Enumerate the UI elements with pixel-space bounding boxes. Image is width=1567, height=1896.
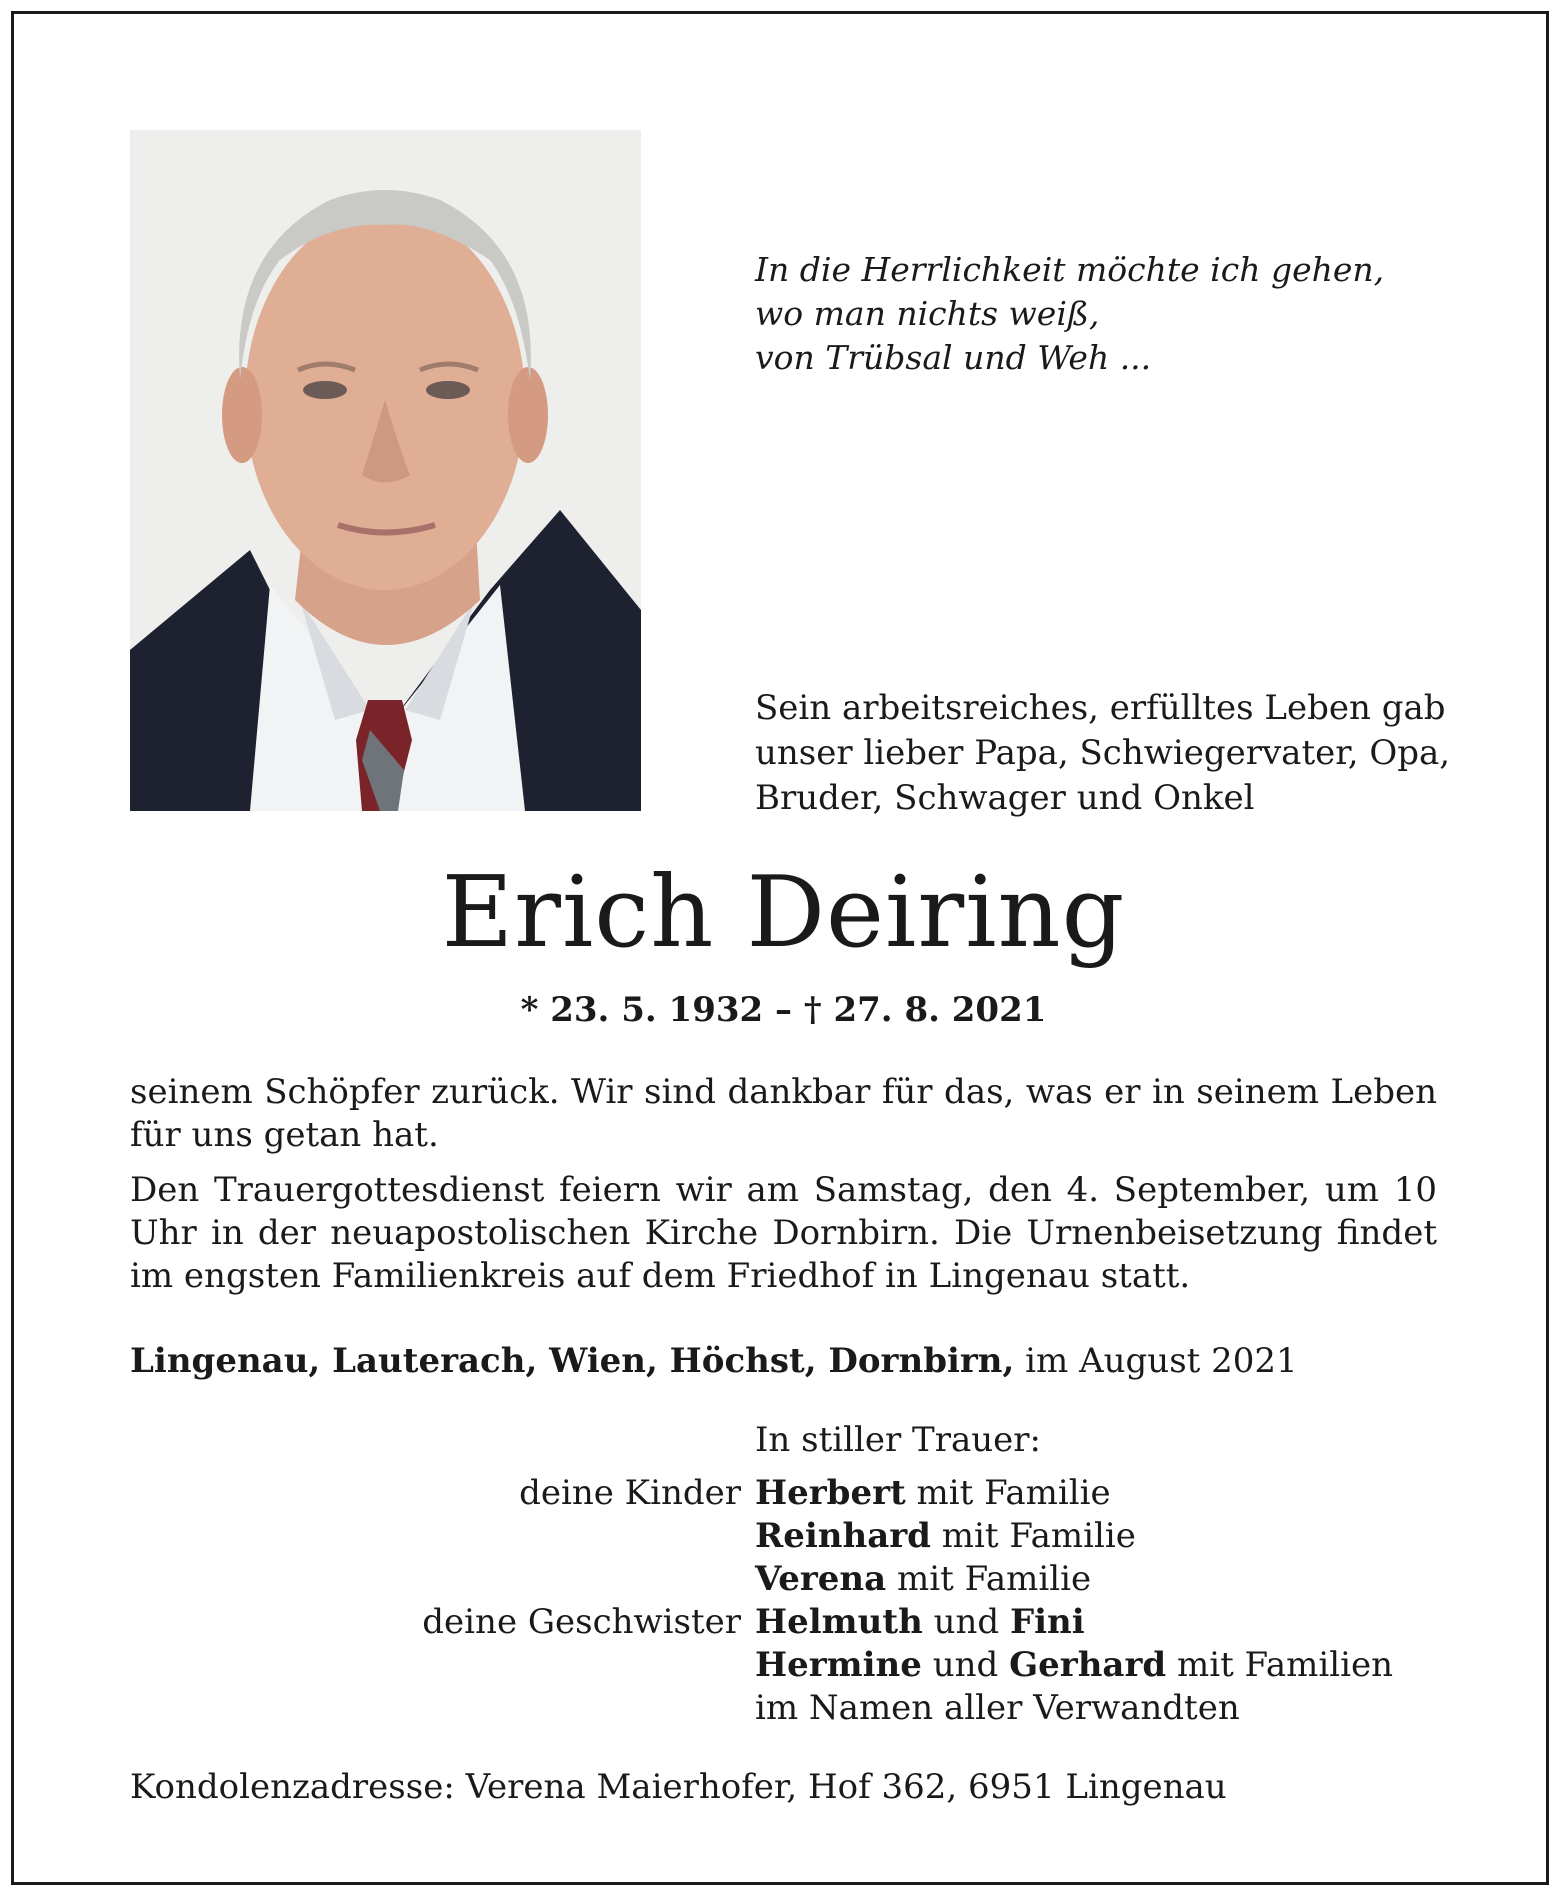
intro-line: Sein arbeitsreiches, erfülltes Leben gab <box>755 688 1446 728</box>
mourner-name: Fini <box>1009 1602 1085 1642</box>
condolence-address: Kondolenzadresse: Verena Maierhofer, Hof 362, 6951 Lingenau <box>130 1767 1227 1807</box>
mourner-name: Hermine <box>755 1645 922 1685</box>
mourner-mid: und <box>921 1645 1010 1685</box>
places-line <box>130 1339 1298 1383</box>
service-paragraph: Den Trauergottesdienst feiern wir am Samstag, den 4. September, um 10 Uhr in der neuapostolischen Kirche Dornbirn. Die Urnenbeisetzung findet im engsten Familienkreis auf dem Friedhof in Lingenau statt. <box>130 1170 1437 1296</box>
places-towns: Lingenau, Lauterach, Wien, Höchst, Dornbirn, <box>130 1341 1015 1381</box>
mourner-entry <box>755 1644 1393 1687</box>
list-item <box>0 1601 1567 1644</box>
poem-quote <box>755 248 1384 380</box>
places-month: im August 2021 <box>1014 1341 1298 1381</box>
relatives-line: im Namen aller Verwandten <box>755 1688 1240 1728</box>
list-item <box>0 1687 1567 1730</box>
list-item <box>0 1558 1567 1601</box>
gratitude-paragraph: seinem Schöpfer zurück. Wir sind dankbar für das, was er in seinem Leben für uns getan hat. <box>130 1072 1437 1155</box>
geschwister-label: deine Geschwister <box>422 1602 741 1642</box>
poem-line: In die Herrlichkeit möchte ich gehen, <box>755 250 1385 289</box>
intro-text <box>755 686 1450 821</box>
mourner-entry <box>755 1601 1085 1644</box>
list-item <box>0 1472 1567 1515</box>
poem-line: wo man nichts weiß, <box>755 294 1100 333</box>
mourner-entry <box>755 1515 1136 1558</box>
mourner-mid: und <box>922 1602 1010 1642</box>
mourners-list <box>0 1472 1567 1730</box>
life-dates: * 23. 5. 1932 – † 27. 8. 2021 <box>520 990 1047 1030</box>
intro-line: unser lieber Papa, Schwiegervater, Opa, <box>755 733 1451 773</box>
mourner-name: Herbert <box>755 1473 906 1513</box>
mourner-name: Helmuth <box>755 1602 923 1642</box>
mourner-rest: mit Familie <box>930 1516 1136 1556</box>
list-item <box>0 1515 1567 1558</box>
mourner-name: Reinhard <box>755 1516 931 1556</box>
mourner-entry <box>755 1558 1091 1601</box>
mourner-entry <box>755 1472 1111 1515</box>
mourner-name: Verena <box>755 1559 887 1599</box>
mourning-heading: In stiller Trauer: <box>755 1420 1041 1460</box>
mourner-rest: mit Familie <box>905 1473 1111 1513</box>
kinder-label: deine Kinder <box>519 1473 741 1513</box>
mourner-name: Gerhard <box>1009 1645 1167 1685</box>
mourner-rest: mit Familien <box>1166 1645 1393 1685</box>
deceased-name: Erich Deiring <box>441 856 1126 970</box>
list-item <box>0 1644 1567 1687</box>
poem-line: von Trübsal und Weh ... <box>755 338 1152 377</box>
intro-line: Bruder, Schwager und Onkel <box>755 778 1255 818</box>
mourner-rest: mit Familie <box>886 1559 1092 1599</box>
portrait-photo <box>130 130 641 811</box>
